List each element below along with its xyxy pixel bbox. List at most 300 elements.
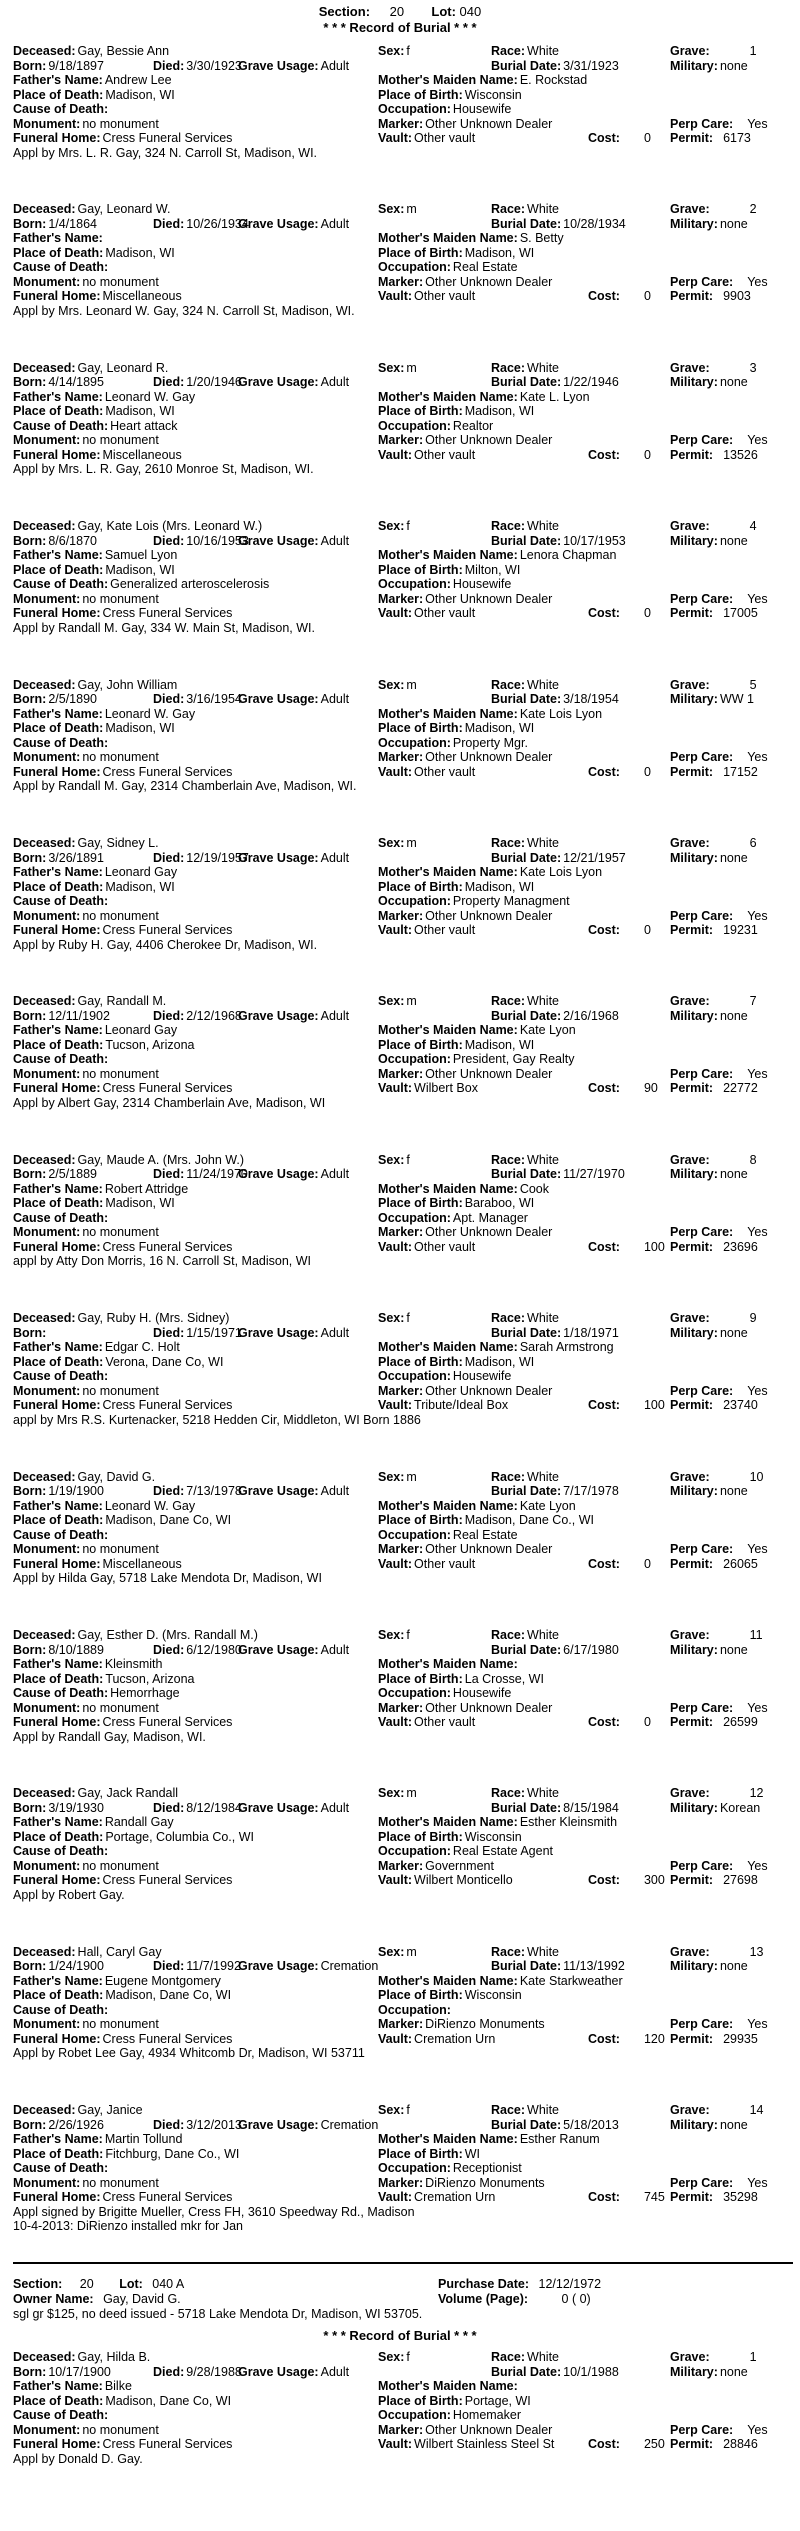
value-cost: 745 — [643, 2190, 665, 2205]
value-occupation: Real Estate — [452, 1527, 518, 1542]
field-father: Father's Name: Edgar C. Holt — [13, 1340, 180, 1355]
field-occupation: Occupation: Property Mgr. — [378, 735, 528, 750]
value-race: White — [527, 202, 559, 217]
field-place-birth: Place of Birth: Milton, WI — [378, 562, 521, 577]
value-mother: Kate L. Lyon — [519, 389, 590, 404]
field-mother: Mother's Maiden Name: Kate Starkweather — [378, 1973, 623, 1988]
field-born: Born: 3/26/1891 — [13, 850, 104, 865]
field-born: Born: 9/18/1897 — [13, 58, 104, 73]
field-born: Born: 12/11/1902 — [13, 1008, 110, 1023]
field-sex: Sex: m — [378, 836, 417, 850]
value-father: Edgar C. Holt — [104, 1340, 180, 1355]
field-place-death: Place of Death: Madison, WI — [13, 404, 175, 419]
value-perp: Yes — [747, 1700, 768, 1715]
value-funeral: Cress Funeral Services — [102, 1081, 233, 1096]
application-note: Appl by Mrs. L. R. Gay, 324 N. Carroll St, Madison, WI. — [13, 145, 318, 160]
value-vault: Wilbert Box — [414, 1081, 478, 1096]
value-funeral: Miscellaneous — [102, 1556, 182, 1571]
value-monument: no monument — [82, 1700, 159, 1715]
field-marker: Marker: Other Unknown Dealer — [378, 2422, 553, 2437]
field-funeral: Funeral Home: Cress Funeral Services — [13, 2437, 233, 2451]
field-cost: Cost: 100 — [588, 1398, 665, 1413]
value-monument: no monument — [82, 433, 159, 448]
value-died: 3/12/2013 — [186, 2117, 242, 2132]
field-monument: Monument: no monument — [13, 591, 159, 606]
value-born: 3/19/1930 — [48, 1800, 104, 1815]
field-permit: Permit: 28846 — [670, 2437, 758, 2451]
field-cost: Cost: 0 — [588, 606, 651, 621]
field-military: Military: none — [670, 1484, 748, 1499]
field-grave-usage: Grave Usage: Adult — [238, 533, 350, 548]
value-occupation: Receptionist — [452, 2161, 522, 2176]
value-cost: 0 — [643, 606, 651, 621]
value-father: Kleinsmith — [104, 1657, 163, 1671]
field-marker: Marker: Other Unknown Dealer — [378, 908, 553, 923]
burial-record — [13, 44, 793, 194]
value-cost: 90 — [643, 1081, 658, 1096]
field-permit: Permit: 27698 — [670, 1873, 758, 1888]
field-grave-usage: Grave Usage: Adult — [238, 1484, 350, 1499]
value-grave: 9 — [749, 1311, 757, 1326]
value-cost: 100 — [643, 1398, 665, 1413]
value-vault: Other vault — [414, 606, 476, 621]
field-occupation: Occupation: Housewife — [378, 1686, 512, 1700]
field-died: Died: 7/13/1978 — [153, 1484, 242, 1499]
field-cause: Cause of Death: — [13, 2002, 109, 2017]
burial-record — [13, 1153, 793, 1303]
field-occupation: Occupation: Real Estate — [378, 1527, 518, 1542]
value-perp: Yes — [747, 1066, 768, 1081]
field-vault: Vault: Other vault — [378, 764, 476, 779]
value-perp: Yes — [747, 2422, 768, 2437]
value-occupation: Housewife — [452, 1686, 512, 1700]
value-marker: Other Unknown Dealer — [425, 1225, 553, 1240]
value-cost: 0 — [643, 764, 651, 779]
field-cost: Cost: 0 — [588, 447, 651, 462]
field-marker: Marker: Other Unknown Dealer — [378, 1066, 553, 1081]
field-sex: Sex: m — [378, 677, 417, 692]
field-cause: Cause of Death: Hemorrhage — [13, 1686, 180, 1700]
field-died: Died: 10/16/1953 — [153, 533, 249, 548]
value-marker: DiRienzo Monuments — [425, 2017, 545, 2032]
value-perp: Yes — [747, 1383, 768, 1398]
application-note: Appl by Mrs. Leonard W. Gay, 324 N. Carroll St, Madison, WI. — [13, 303, 355, 318]
value-monument: no monument — [82, 750, 159, 765]
field-perp: Perp Care: Yes — [670, 2017, 768, 2032]
field-grave: Grave: 1 — [670, 44, 757, 58]
field-occupation: Occupation: Homemaker — [378, 2408, 521, 2422]
value-occupation: Housewife — [452, 102, 512, 116]
field-monument: Monument: no monument — [13, 1700, 159, 1715]
application-note: Appl by Mrs. L. R. Gay, 2610 Monroe St, Madison, WI. — [13, 462, 314, 477]
value-marker: Other Unknown Dealer — [425, 908, 553, 923]
burial-record — [13, 1786, 793, 1936]
field-monument: Monument: no monument — [13, 1858, 159, 1873]
value-funeral: Cress Funeral Services — [102, 1398, 233, 1413]
field-grave: Grave: 1 — [670, 2350, 757, 2364]
field-grave: Grave: 12 — [670, 1786, 764, 1801]
field-permit: Permit: 13526 — [670, 447, 758, 462]
field-born: Born: 1/19/1900 — [13, 1484, 104, 1499]
field-race: Race: White — [491, 994, 559, 1009]
field-born: Born: 2/26/1926 — [13, 2117, 104, 2132]
value-occupation: Homemaker — [452, 2408, 521, 2422]
value-born: 12/11/1902 — [48, 1008, 110, 1023]
field-funeral: Funeral Home: Cress Funeral Services — [13, 1715, 233, 1729]
field-cause: Cause of Death: — [13, 894, 109, 908]
application-note: appl by Mrs R.S. Kurtenacker, 5218 Hedden Cir, Middleton, WI Born 1886 — [13, 1412, 421, 1427]
value-race: White — [527, 44, 559, 58]
value-permit: 23696 — [723, 1239, 758, 1254]
value-monument: no monument — [82, 908, 159, 923]
field-sex: Sex: f — [378, 44, 410, 58]
value-permit: 35298 — [723, 2190, 758, 2205]
field-military: Military: none — [670, 2117, 748, 2132]
value-father: Leonard Gay — [104, 1023, 178, 1038]
value-mother: Sarah Armstrong — [519, 1340, 614, 1355]
field-military: Military: none — [670, 1959, 748, 1974]
field-place-death: Place of Death: Portage, Columbia Co., WI — [13, 1829, 254, 1844]
value-burial-date: 10/17/1953 — [563, 533, 626, 548]
field-race: Race: White — [491, 1152, 559, 1167]
field-perp: Perp Care: Yes — [670, 1225, 768, 1240]
field-vault: Vault: Wilbert Stainless Steel St — [378, 2437, 555, 2451]
field-father: Father's Name: Kleinsmith — [13, 1657, 163, 1671]
value-grave-usage: Adult — [320, 375, 350, 390]
value-born: 2/5/1890 — [48, 692, 97, 707]
field-sex: Sex: f — [378, 1152, 410, 1167]
field-vault: Vault: Other vault — [378, 606, 476, 621]
value-burial-date: 8/15/1984 — [563, 1800, 619, 1815]
value-cost: 0 — [643, 1556, 651, 1571]
value-sex: m — [406, 677, 417, 692]
field-born: Born: — [13, 1325, 47, 1340]
value-father: Martin Tollund — [104, 2132, 183, 2147]
value-place-birth: Madison, WI — [464, 245, 535, 260]
value-died: 9/28/1988 — [186, 2364, 242, 2379]
field-sex: Sex: f — [378, 2350, 410, 2364]
value-marker: Other Unknown Dealer — [425, 1066, 553, 1081]
field-born: Born: 8/10/1889 — [13, 1642, 104, 1657]
field-cause: Cause of Death: — [13, 2161, 109, 2176]
field-vault: Vault: Wilbert Monticello — [378, 1873, 513, 1888]
field-mother: Mother's Maiden Name: Kate Lyon — [378, 1498, 576, 1513]
field-mother: Mother's Maiden Name: Sarah Armstrong — [378, 1340, 614, 1355]
value-perp: Yes — [747, 750, 768, 765]
field-perp: Perp Care: Yes — [670, 2422, 768, 2437]
field-military: Military: none — [670, 1008, 748, 1023]
field-race: Race: White — [491, 519, 559, 534]
value-place-death: Madison, WI — [105, 562, 175, 577]
field-vault: Vault: Other vault — [378, 1715, 476, 1729]
value-burial-date: 5/18/2013 — [563, 2117, 619, 2132]
field-vault: Vault: Other vault — [378, 131, 476, 145]
value-marker: Other Unknown Dealer — [425, 274, 553, 289]
application-note: Appl by Robert Gay. — [13, 1887, 125, 1902]
value-place-birth: Madison, WI — [464, 879, 535, 894]
field-marker: Marker: DiRienzo Monuments — [378, 2017, 545, 2032]
field-died: Died: 2/12/1968 — [153, 1008, 242, 1023]
field-deceased: Deceased: Hall, Caryl Gay — [13, 1944, 162, 1959]
field-born: Born: 1/4/1864 — [13, 216, 97, 231]
value-deceased: Gay, Jack Randall — [77, 1786, 179, 1801]
field-grave-usage: Grave Usage: Adult — [238, 692, 350, 707]
field-military: Military: none — [670, 58, 748, 73]
value-burial-date: 10/1/1988 — [563, 2364, 619, 2379]
field-cost: Cost: 0 — [588, 1556, 651, 1571]
value-born: 1/19/1900 — [48, 1484, 104, 1499]
burial-record — [13, 1311, 793, 1461]
field-perp: Perp Care: Yes — [670, 750, 768, 765]
value-born: 9/18/1897 — [48, 58, 104, 73]
field-sex: Sex: m — [378, 1786, 417, 1801]
value-sex: f — [406, 1628, 410, 1642]
value-grave-usage: Adult — [320, 1325, 350, 1340]
value-vault: Cremation Urn — [414, 2190, 496, 2205]
value-vault: Wilbert Stainless Steel St — [414, 2437, 555, 2451]
field-sex: Sex: f — [378, 519, 410, 534]
field-died: Died: 12/19/1957 — [153, 850, 249, 865]
field-born: Born: 10/17/1900 — [13, 2364, 111, 2379]
field-vault: Vault: Tribute/Ideal Box — [378, 1398, 509, 1413]
field-cost: Cost: 100 — [588, 1239, 665, 1254]
value-funeral: Miscellaneous — [102, 289, 182, 304]
field-permit: Permit: 6173 — [670, 131, 751, 145]
value-marker: Other Unknown Dealer — [425, 750, 553, 765]
field-born: Born: 8/6/1870 — [13, 533, 97, 548]
value-place-death: Madison, WI — [105, 87, 175, 102]
field-funeral: Funeral Home: Cress Funeral Services — [13, 2190, 233, 2205]
value-deceased: Gay, Maude A. (Mrs. John W.) — [77, 1152, 245, 1167]
field-deceased: Deceased: Gay, Bessie Ann — [13, 44, 170, 58]
value-place-death: Madison, Dane Co, WI — [105, 1988, 232, 2003]
field-place-death: Place of Death: Tucson, Arizona — [13, 1671, 195, 1686]
value-sex: f — [406, 44, 410, 58]
field-cause: Cause of Death: — [13, 2408, 109, 2422]
field-military: Military: none — [670, 2364, 748, 2379]
value-race: White — [527, 836, 559, 850]
field-race: Race: White — [491, 1786, 559, 1801]
field-funeral: Funeral Home: Miscellaneous — [13, 289, 182, 304]
field-grave: Grave: 13 — [670, 1944, 764, 1959]
value-vault: Other vault — [414, 289, 476, 304]
field-permit: Permit: 19231 — [670, 923, 758, 937]
field-funeral: Funeral Home: Miscellaneous — [13, 1556, 182, 1571]
value-permit: 26599 — [723, 1715, 758, 1729]
value-grave: 6 — [749, 836, 757, 850]
owner-name: Gay, David G. — [103, 2292, 181, 2306]
value-occupation: Property Mgr. — [452, 735, 528, 750]
value-grave: 14 — [749, 2103, 764, 2118]
value-occupation: Realtor — [452, 418, 494, 433]
value-place-birth: Wisconsin — [464, 87, 522, 102]
field-father: Father's Name: Martin Tollund — [13, 2132, 183, 2147]
value-occupation: Housewife — [452, 577, 512, 592]
field-deceased: Deceased: Gay, John William — [13, 677, 178, 692]
burial-record — [13, 836, 793, 986]
value-perp: Yes — [747, 274, 768, 289]
field-occupation: Occupation: Apt. Manager — [378, 1210, 528, 1225]
field-grave-usage: Grave Usage: Adult — [238, 58, 350, 73]
field-burial-date: Burial Date: 3/31/1923 — [491, 58, 619, 73]
value-mother: Kate Lyon — [519, 1023, 576, 1038]
value-father: Andrew Lee — [104, 73, 172, 87]
value-grave-usage: Adult — [320, 850, 350, 865]
lot-note: sgl gr $125, no deed issued - 5718 Lake Mendota Dr, Madison, WI 53705. — [13, 2307, 423, 2321]
field-place-death: Place of Death: Madison, WI — [13, 87, 175, 102]
value-deceased: Gay, Janice — [77, 2103, 143, 2118]
field-grave: Grave: 6 — [670, 836, 757, 850]
field-race: Race: White — [491, 1944, 559, 1959]
field-vault: Vault: Other vault — [378, 447, 476, 462]
value-sex: m — [406, 1786, 417, 1801]
value-grave: 3 — [749, 360, 757, 375]
field-marker: Marker: Other Unknown Dealer — [378, 274, 553, 289]
field-permit: Permit: 23740 — [670, 1398, 758, 1413]
field-sex: Sex: f — [378, 1311, 410, 1326]
value-monument: no monument — [82, 2017, 159, 2032]
field-grave-usage: Grave Usage: Adult — [238, 1167, 350, 1182]
field-vault: Vault: Cremation Urn — [378, 2190, 496, 2205]
field-deceased: Deceased: Gay, Kate Lois (Mrs. Leonard W.) — [13, 519, 263, 534]
field-cost: Cost: 0 — [588, 1715, 651, 1729]
value-race: White — [527, 1786, 559, 1801]
value-sex: m — [406, 1469, 417, 1484]
field-place-birth: Place of Birth: Madison, WI — [378, 721, 535, 736]
value-grave-usage: Adult — [320, 2364, 350, 2379]
field-military: Military: Korean — [670, 1800, 761, 1815]
field-burial-date: Burial Date: 2/16/1968 — [491, 1008, 619, 1023]
field-military: Military: none — [670, 1325, 748, 1340]
field-grave-usage: Grave Usage: Adult — [238, 1008, 350, 1023]
application-note: Appl by Randall M. Gay, 2314 Chamberlain Ave, Madison, WI. — [13, 779, 357, 794]
field-place-death: Place of Death: Fitchburg, Dane Co., WI — [13, 2146, 240, 2161]
field-race: Race: White — [491, 1311, 559, 1326]
value-died: 10/16/1953 — [186, 533, 249, 548]
field-race: Race: White — [491, 44, 559, 58]
field-vault: Vault: Other vault — [378, 923, 476, 937]
field-permit: Permit: 26599 — [670, 1715, 758, 1729]
field-funeral: Funeral Home: Cress Funeral Services — [13, 1239, 233, 1254]
field-mother: Mother's Maiden Name: Kate Lois Lyon — [378, 865, 603, 879]
value-perp: Yes — [747, 2017, 768, 2032]
field-occupation: Occupation: President, Gay Realty — [378, 1052, 575, 1067]
field-grave: Grave: 8 — [670, 1152, 757, 1167]
field-monument: Monument: no monument — [13, 1542, 159, 1557]
burial-record — [13, 678, 793, 828]
field-occupation: Occupation: — [378, 2002, 451, 2017]
value-died: 8/12/1984 — [186, 1800, 242, 1815]
value-grave: 1 — [749, 2350, 757, 2364]
value-sex: f — [406, 2103, 410, 2118]
field-sex: Sex: m — [378, 360, 417, 375]
value-permit: 26065 — [723, 1556, 758, 1571]
value-cost: 0 — [643, 1715, 651, 1729]
value-died: 11/24/1970 — [186, 1167, 248, 1182]
value-permit: 17152 — [723, 764, 758, 779]
field-grave: Grave: 7 — [670, 994, 757, 1009]
field-permit: Permit: 35298 — [670, 2190, 758, 2205]
value-occupation: Property Managment — [452, 894, 570, 908]
field-mother: Mother's Maiden Name: E. Rockstad — [378, 73, 588, 87]
value-place-birth: WI — [464, 2146, 481, 2161]
application-note-2: 10-4-2013: DiRienzo installed mkr for Jan — [13, 2219, 243, 2234]
field-race: Race: White — [491, 836, 559, 850]
value-perp: Yes — [747, 591, 768, 606]
field-perp: Perp Care: Yes — [670, 1858, 768, 1873]
value-military: Korean — [719, 1800, 761, 1815]
field-cost: Cost: 120 — [588, 2031, 665, 2046]
field-grave: Grave: 11 — [670, 1628, 763, 1642]
value-place-birth: La Crosse, WI — [464, 1671, 544, 1686]
value-sex: m — [406, 202, 417, 217]
value-grave: 4 — [749, 519, 757, 534]
field-died: Died: 6/12/1980 — [153, 1642, 242, 1657]
field-mother: Mother's Maiden Name: — [378, 1657, 518, 1671]
field-deceased: Deceased: Gay, Maude A. (Mrs. John W.) — [13, 1152, 245, 1167]
field-burial-date: Burial Date: 11/13/1992 — [491, 1959, 625, 1974]
field-cause: Cause of Death: — [13, 1527, 109, 1542]
value-place-birth: Madison, WI — [464, 404, 535, 419]
value-mother: Kate Starkweather — [519, 1973, 623, 1988]
value-mother: E. Rockstad — [519, 73, 588, 87]
value-grave-usage: Adult — [320, 216, 350, 231]
value-grave-usage: Adult — [320, 1800, 350, 1815]
value-military: none — [719, 2117, 748, 2132]
value-sex: m — [406, 994, 417, 1009]
burial-record — [13, 1945, 793, 2095]
field-mother: Mother's Maiden Name: Kate Lois Lyon — [378, 706, 603, 721]
field-grave-usage: Grave Usage: Adult — [238, 216, 350, 231]
value-monument: no monument — [82, 1542, 159, 1557]
value-funeral: Cress Funeral Services — [102, 2031, 233, 2046]
value-place-death: Madison, WI — [105, 721, 175, 736]
value-perp: Yes — [747, 433, 768, 448]
field-place-birth: Place of Birth: Madison, WI — [378, 1037, 535, 1052]
value-funeral: Cress Funeral Services — [102, 1715, 233, 1729]
value-place-death: Tucson, Arizona — [105, 1671, 195, 1686]
field-place-birth: Place of Birth: Wisconsin — [378, 1829, 522, 1844]
value-cost: 0 — [643, 923, 651, 937]
value-place-death: Madison, Dane Co, WI — [105, 2393, 232, 2408]
field-grave: Grave: 14 — [670, 2103, 764, 2118]
owner-line: Owner Name: Gay, David G. Volume (Page): 0 ( 0) — [13, 2292, 591, 2306]
field-father: Father's Name: Andrew Lee — [13, 73, 172, 87]
field-grave-usage: Grave Usage: Adult — [238, 2364, 350, 2379]
field-race: Race: White — [491, 2103, 559, 2118]
field-grave-usage: Grave Usage: Cremation — [238, 2117, 379, 2132]
burial-record — [13, 361, 793, 511]
application-note: Appl by Albert Gay, 2314 Chamberlain Ave, Madison, WI — [13, 1095, 326, 1110]
value-mother: Kate Lois Lyon — [519, 706, 603, 721]
field-sex: Sex: m — [378, 1469, 417, 1484]
value-military: none — [719, 850, 748, 865]
field-grave: Grave: 4 — [670, 519, 757, 534]
application-note: Appl by Robet Lee Gay, 4934 Whitcomb Dr, Madison, WI 53711 — [13, 2046, 365, 2061]
field-grave-usage: Grave Usage: Cremation — [238, 1959, 379, 1974]
field-occupation: Occupation: Property Managment — [378, 894, 570, 908]
value-place-death: Madison, WI — [105, 404, 175, 419]
field-place-birth: Place of Birth: Baraboo, WI — [378, 1196, 535, 1211]
field-died: Died: 10/26/1934 — [153, 216, 249, 231]
application-note: Appl by Randall M. Gay, 334 W. Main St, Madison, WI. — [13, 620, 315, 635]
value-permit: 6173 — [723, 131, 751, 145]
value-born: 10/17/1900 — [48, 2364, 111, 2379]
field-military: Military: none — [670, 1642, 748, 1657]
field-vault: Vault: Cremation Urn — [378, 2031, 496, 2046]
value-cost: 0 — [643, 289, 651, 304]
value-place-birth: Madison, WI — [464, 1354, 535, 1369]
